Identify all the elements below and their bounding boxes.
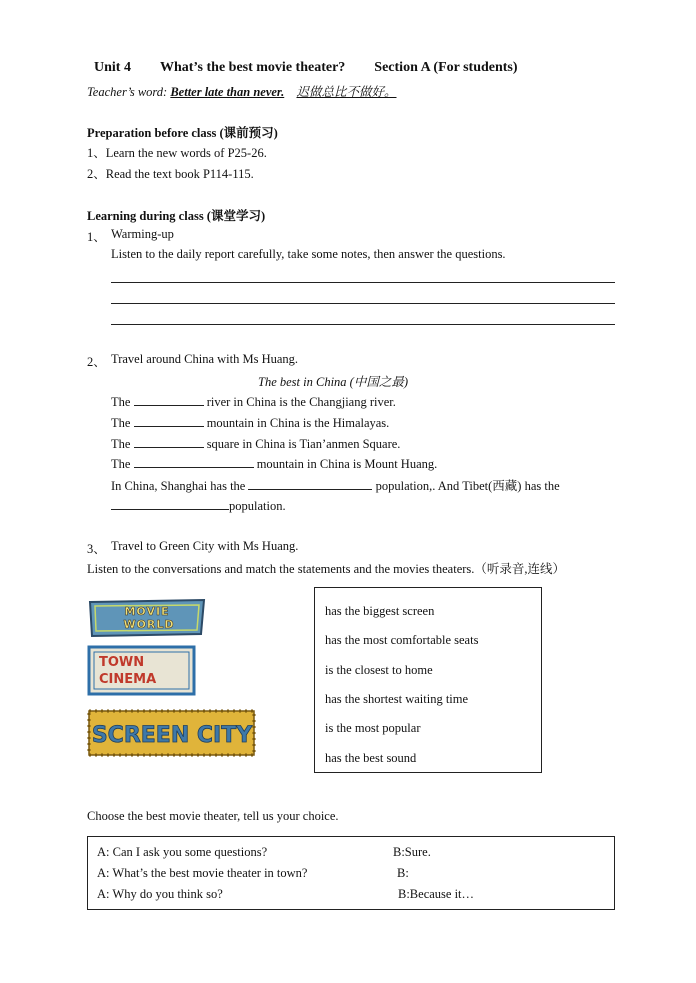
dialogue-line-b: B:Sure. xyxy=(393,845,431,859)
fill-blank[interactable] xyxy=(134,414,204,427)
answer-line[interactable] xyxy=(111,282,615,283)
movie-world-text-1: MOVIE xyxy=(124,605,170,618)
lesson-question: What’s the best movie theater? xyxy=(159,60,346,75)
page-title xyxy=(94,60,518,76)
preparation-heading: Preparation before class (课前预习) xyxy=(87,126,278,140)
statement-item[interactable]: has the most comfortable seats xyxy=(325,633,479,647)
dialogue-line-b: B: xyxy=(397,866,409,880)
section-label: Section A (For students) xyxy=(374,60,518,75)
fill-line xyxy=(111,414,389,431)
learning-heading: Learning during class (课堂学习) xyxy=(87,209,266,223)
statements-box xyxy=(314,587,542,773)
screen-city-logo[interactable] xyxy=(87,708,257,758)
town-cinema-text-2: CINEMA xyxy=(99,672,157,687)
statement-item[interactable]: has the biggest screen xyxy=(325,604,435,618)
fill-line-prefix: The xyxy=(111,437,131,451)
teacher-motto-chinese: 迟做总比不做好。 xyxy=(296,85,397,99)
statement-item[interactable]: is the closest to home xyxy=(325,663,433,677)
choice-instruction: Choose the best movie theater, tell us your choice. xyxy=(87,809,339,823)
fill-blank[interactable] xyxy=(248,477,372,490)
dialogue-box xyxy=(87,836,615,910)
fill-line-text: In China, Shanghai has the xyxy=(111,479,246,493)
teacher-word xyxy=(87,82,397,100)
dialogue-line-a: A: What’s the best movie theater in town? xyxy=(97,866,308,880)
town-cinema-logo[interactable] xyxy=(87,645,197,697)
fill-blank[interactable] xyxy=(134,393,204,406)
answer-line[interactable] xyxy=(111,324,615,325)
warmup-number: 1、 xyxy=(87,230,106,244)
dialogue-line-b: B:Because it… xyxy=(398,887,475,901)
fill-line-suffix: mountain in China is the Himalayas. xyxy=(206,416,390,430)
movie-world-logo[interactable] xyxy=(87,598,207,638)
dialogue-line-a: A: Can I ask you some questions? xyxy=(97,845,268,859)
fill-line xyxy=(111,497,286,514)
fill-line-text: population. xyxy=(229,499,286,513)
fill-blank[interactable] xyxy=(134,435,204,448)
fill-blank[interactable] xyxy=(111,497,229,510)
town-cinema-text-1: TOWN xyxy=(99,655,145,670)
fill-line-prefix: The xyxy=(111,457,131,471)
fill-line xyxy=(111,435,400,452)
fill-blank[interactable] xyxy=(134,455,254,468)
teacher-word-label: Teacher’s word: xyxy=(87,85,168,99)
screen-city-text: SCREEN CITY xyxy=(91,723,253,748)
dialogue-line-a: A: Why do you think so? xyxy=(97,887,223,901)
unit-label: Unit 4 xyxy=(94,60,131,75)
preparation-item: 2、Read the text book P114-115. xyxy=(87,167,254,181)
fill-line-suffix: mountain in China is Mount Huang. xyxy=(256,457,438,471)
preparation-item: 1、Learn the new words of P25-26. xyxy=(87,146,267,160)
best-in-china-subtitle: The best in China (中国之最) xyxy=(258,375,408,389)
fill-line xyxy=(111,393,396,410)
travel-china-number: 2、 xyxy=(87,355,106,369)
fill-line xyxy=(111,476,621,494)
warmup-instruction: Listen to the daily report carefully, take some notes, then answer the questions. xyxy=(111,247,506,261)
fill-line-suffix: square in China is Tian’anmen Square. xyxy=(206,437,401,451)
fill-line-prefix: The xyxy=(111,395,131,409)
teacher-motto: Better late than never. xyxy=(170,85,285,99)
answer-line[interactable] xyxy=(111,303,615,304)
fill-line-prefix: The xyxy=(111,416,131,430)
fill-line-suffix: river in China is the Changjiang river. xyxy=(206,395,396,409)
fill-line-text: population,. And Tibet(西藏) has the xyxy=(375,479,560,493)
warmup-title: Warming-up xyxy=(111,227,174,241)
travel-green-title: Travel to Green City with Ms Huang. xyxy=(111,539,299,553)
statement-item[interactable]: is the most popular xyxy=(325,721,421,735)
movie-world-text-2: WORLD xyxy=(123,618,175,631)
fill-line xyxy=(111,455,437,472)
statement-item[interactable]: has the best sound xyxy=(325,751,417,765)
travel-china-title: Travel around China with Ms Huang. xyxy=(111,352,299,366)
travel-green-instruction: Listen to the conversations and match the statements and the movies theaters.（听录音,连线） xyxy=(87,562,566,576)
travel-green-number: 3、 xyxy=(87,542,106,556)
statement-item[interactable]: has the shortest waiting time xyxy=(325,692,469,706)
